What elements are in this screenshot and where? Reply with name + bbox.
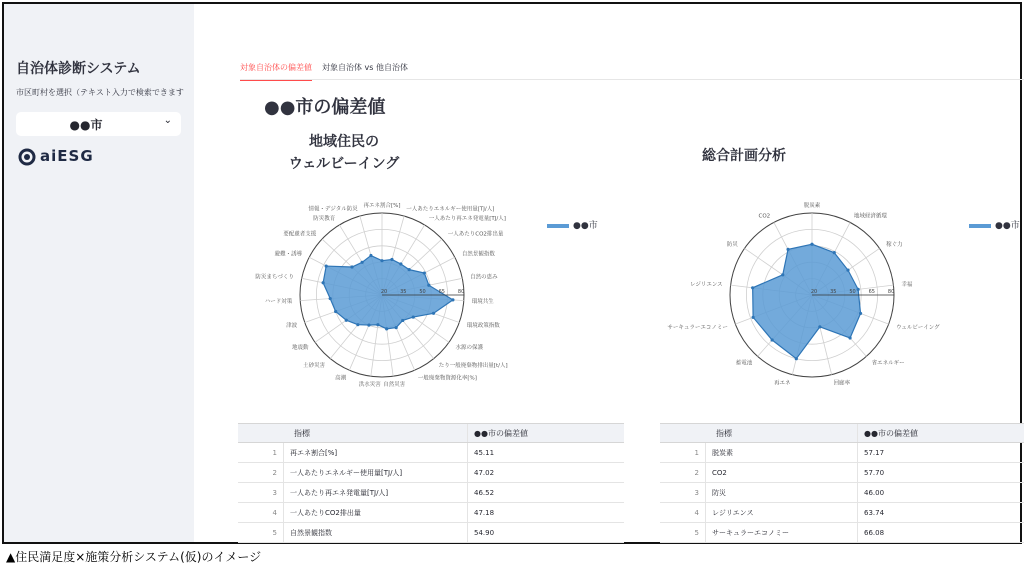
- data-point: [401, 319, 404, 322]
- logo-text: aiESG: [40, 147, 94, 165]
- row-index: 2: [660, 463, 706, 482]
- legend-swatch: [547, 224, 569, 228]
- axis-label: 再エネ: [773, 380, 791, 387]
- data-point: [369, 254, 372, 257]
- legend-label: ●●市: [995, 221, 1020, 231]
- plan-analysis-radar-chart: [667, 182, 1024, 402]
- data-point: [771, 338, 774, 341]
- row-value: 54.90: [474, 528, 495, 537]
- table-row: [660, 443, 1024, 463]
- tick-label: 35: [830, 289, 837, 295]
- data-point: [367, 323, 370, 326]
- table-row: [238, 523, 624, 543]
- logo-mark-icon: [18, 148, 36, 166]
- main-content: [194, 4, 1024, 542]
- tick-label: 50: [849, 289, 856, 295]
- axis-label: サーキュラーエコノミー: [667, 324, 728, 331]
- row-index: 3: [660, 483, 706, 502]
- row-index: 2: [238, 463, 284, 482]
- axis-label: 一般廃棄物資源化率[%]: [417, 375, 477, 382]
- header-indicator[interactable]: 指標: [284, 424, 468, 442]
- row-value: 47.18: [474, 508, 495, 517]
- axis-label: 防災まちづくり: [255, 274, 294, 281]
- data-point: [380, 259, 383, 262]
- data-point: [376, 323, 379, 326]
- axis-label: 自然災害: [383, 382, 406, 389]
- row-index: 4: [660, 503, 706, 522]
- data-point: [412, 315, 415, 318]
- table-row: [238, 443, 624, 463]
- data-point: [857, 288, 860, 291]
- sidebar: [4, 4, 194, 542]
- axis-label: 洪水災害: [358, 382, 381, 389]
- app-title: 自治体診断システム: [16, 61, 141, 77]
- axis-label: レジリエンス: [690, 282, 723, 289]
- data-point: [432, 312, 435, 315]
- header-index: [238, 424, 284, 442]
- axis-label: 水源の保護: [455, 344, 484, 351]
- data-point: [399, 262, 402, 265]
- axis-label: 津波: [286, 323, 298, 330]
- axis-label: 情報・デジタル防災: [308, 206, 358, 213]
- tick-label: 80: [457, 289, 465, 295]
- axis-label: 防災教育: [313, 216, 336, 223]
- axis-label: 高潮: [335, 375, 347, 382]
- axis-label: 一人あたりCO2排出量: [447, 231, 504, 238]
- data-point: [427, 284, 430, 287]
- data-point: [350, 265, 353, 268]
- table-row: [238, 503, 624, 523]
- data-point: [833, 251, 836, 254]
- data-point: [786, 248, 789, 251]
- data-point: [345, 319, 348, 322]
- table-header: [238, 424, 624, 443]
- row-value: 66.08: [864, 528, 885, 537]
- row-indicator: 一人あたり再エネ発電量[TJ/人]: [284, 483, 468, 502]
- data-point: [385, 327, 388, 330]
- data-point: [356, 323, 359, 326]
- right-chart-title: 総合計画分析: [702, 148, 786, 164]
- wellbeing-radar-chart: [234, 182, 574, 402]
- plan-analysis-table: [660, 423, 1024, 543]
- data-point: [751, 286, 754, 289]
- data-point: [361, 261, 364, 264]
- axis-label: 地震動: [291, 344, 309, 351]
- plan-legend: [969, 218, 1020, 231]
- data-point: [846, 269, 849, 272]
- tab-divider: [240, 79, 1024, 80]
- data-point: [322, 281, 325, 284]
- table-row: [238, 483, 624, 503]
- left-chart-title: [274, 131, 414, 175]
- data-point: [795, 357, 798, 360]
- header-index: [660, 424, 706, 442]
- row-value: 46.00: [864, 488, 885, 497]
- chevron-down-icon: ⌄: [163, 115, 172, 126]
- axis-label: 土砂災害: [303, 362, 326, 369]
- data-point: [859, 312, 862, 315]
- data-point: [781, 273, 784, 276]
- row-value: 45.11: [474, 448, 495, 457]
- tick-label: 35: [400, 289, 407, 295]
- axis-label: 一人あたりエネルギー使用量[TJ/人]: [406, 206, 495, 213]
- row-index: 4: [238, 503, 284, 522]
- city-select-label: 市区町村を選択（テキスト入力で検索できます: [16, 88, 184, 97]
- row-index: 3: [238, 483, 284, 502]
- axis-label: ウェルビーイング: [896, 324, 940, 331]
- table-row: [660, 503, 1024, 523]
- wellbeing-legend: [547, 218, 598, 231]
- tick-label: 20: [810, 289, 818, 295]
- table-row: [660, 523, 1024, 543]
- data-point: [752, 316, 755, 319]
- axis-label: 環境政策指数: [466, 323, 500, 330]
- axis-label: 地域経済循環: [853, 213, 887, 220]
- row-indicator: 一人あたりCO2排出量: [284, 503, 468, 522]
- table-row: [660, 463, 1024, 483]
- axis-label: 自然の恵み: [470, 274, 498, 281]
- axis-label: 一人あたり再エネ発電量[TJ/人]: [428, 216, 506, 223]
- row-value: 57.17: [864, 448, 885, 457]
- row-indicator: 防災: [706, 483, 858, 502]
- axis-label: 防災: [726, 241, 738, 248]
- axis-label: たり一般廃棄物排出量[t/人]: [438, 362, 508, 369]
- wellbeing-table: [238, 423, 624, 543]
- image-caption: ▲住民満足度×施策分析システム(仮)のイメージ: [6, 550, 262, 564]
- legend-label: ●●市: [573, 221, 598, 231]
- axis-label: 省エネルギー: [871, 360, 905, 367]
- row-value: 46.52: [474, 488, 495, 497]
- row-value: 47.02: [474, 468, 495, 477]
- series-area: [753, 244, 861, 358]
- axis-label: 蓄電池: [735, 360, 753, 367]
- data-point: [451, 298, 454, 301]
- header-value[interactable]: ●●市の偏差値: [864, 428, 918, 438]
- row-index: 1: [238, 443, 284, 462]
- city-select[interactable]: [16, 112, 181, 136]
- series-area: [323, 256, 453, 329]
- tab-compare[interactable]: 対象自治体 vs 他自治体: [322, 63, 408, 72]
- row-indicator: 再エネ割合[%]: [284, 443, 468, 462]
- app-window: [2, 2, 1022, 544]
- axis-label: 避難・誘導: [274, 251, 303, 258]
- data-point: [810, 243, 813, 246]
- left-chart-title-line: 地域住民の: [309, 134, 379, 150]
- axis-label: 幸福: [901, 282, 913, 289]
- page-title: ●●市の偏差値: [264, 97, 386, 118]
- header-value[interactable]: ●●市の偏差値: [474, 428, 528, 438]
- axis-label: 回廊率: [833, 380, 851, 387]
- axis-label: CO2: [758, 213, 771, 220]
- axis-label: 再エネ割合[%]: [363, 203, 401, 209]
- row-indicator: CO2: [706, 463, 858, 482]
- row-index: 5: [238, 523, 284, 542]
- data-point: [818, 325, 821, 328]
- tick-label: 65: [438, 289, 445, 295]
- row-indicator: サーキュラーエコノミー: [706, 523, 858, 542]
- data-point: [325, 264, 328, 267]
- legend-swatch: [969, 224, 991, 228]
- data-point: [334, 310, 337, 313]
- axis-label: 要配慮者支援: [283, 231, 317, 238]
- axis-label: 稼ぐ力: [886, 241, 903, 248]
- row-index: 5: [660, 523, 706, 542]
- tick-label: 20: [380, 289, 388, 295]
- axis-label: 脱炭素: [803, 203, 821, 209]
- left-chart-title-line: ウェルビーイング: [288, 156, 400, 172]
- tick-label: 80: [887, 289, 895, 295]
- row-indicator: 一人あたりエネルギー使用量[TJ/人]: [284, 463, 468, 482]
- table-row: [660, 483, 1024, 503]
- table-row: [238, 463, 624, 483]
- data-point: [423, 271, 426, 274]
- data-point: [390, 258, 393, 261]
- row-indicator: レジリエンス: [706, 503, 858, 522]
- header-indicator[interactable]: 指標: [706, 424, 858, 442]
- tab-own-deviation[interactable]: 対象自治体の偏差値: [240, 62, 312, 81]
- row-value: 63.74: [864, 508, 885, 517]
- row-value: 57.70: [864, 468, 885, 477]
- data-point: [848, 336, 851, 339]
- data-point: [329, 297, 332, 300]
- axis-label: ハード対策: [264, 299, 293, 306]
- city-select-value: ●●市: [69, 118, 103, 132]
- row-indicator: 脱炭素: [706, 443, 858, 462]
- row-index: 1: [660, 443, 706, 462]
- data-point: [395, 326, 398, 329]
- data-point: [408, 268, 411, 271]
- table-header: [660, 424, 1024, 443]
- tick-label: 65: [868, 289, 875, 295]
- tick-label: 50: [419, 289, 426, 295]
- axis-label: 自然景観指数: [461, 251, 495, 258]
- row-indicator: 自然景観指数: [284, 523, 468, 542]
- axis-label: 環境共生: [471, 299, 494, 306]
